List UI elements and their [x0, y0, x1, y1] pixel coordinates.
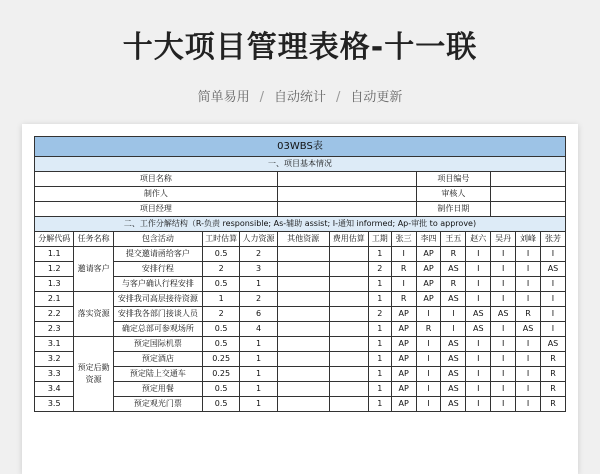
other-resources-cell[interactable] [277, 337, 329, 352]
manager-value[interactable] [277, 202, 416, 217]
duration-cell[interactable]: 2 [368, 262, 391, 277]
people-cell[interactable]: 3 [240, 262, 277, 277]
raci-cell[interactable]: I [466, 352, 491, 367]
column-header: 刘峰 [516, 232, 541, 247]
other-resources-cell[interactable] [277, 292, 329, 307]
table-row [35, 382, 566, 397]
raci-cell[interactable]: I [540, 277, 565, 292]
raci-cell[interactable]: I [516, 397, 541, 412]
other-resources-cell[interactable] [277, 382, 329, 397]
subtitle-item: 自动统计 [273, 90, 326, 105]
table-row [35, 292, 566, 307]
raci-cell[interactable]: I [416, 337, 441, 352]
raci-cell[interactable]: I [540, 322, 565, 337]
raci-cell[interactable]: AS [441, 337, 466, 352]
subtitle-item: 简单易用 [197, 90, 250, 105]
raci-cell[interactable]: AP [391, 397, 416, 412]
duration-cell[interactable]: 1 [368, 397, 391, 412]
raci-cell[interactable]: AS [516, 322, 541, 337]
duration-cell[interactable]: 1 [368, 382, 391, 397]
raci-cell[interactable]: AP [391, 367, 416, 382]
reviewer-value[interactable] [491, 187, 566, 202]
raci-cell[interactable]: I [491, 277, 516, 292]
wbs-code-cell[interactable]: 3.5 [35, 397, 74, 412]
raci-cell[interactable]: I [516, 352, 541, 367]
raci-cell[interactable]: I [516, 247, 541, 262]
raci-cell[interactable]: AP [391, 307, 416, 322]
column-header-row [35, 232, 566, 247]
wbs-code-cell[interactable]: 3.4 [35, 382, 74, 397]
task-name-cell[interactable]: 落实资源 [74, 292, 113, 337]
raci-cell[interactable]: I [516, 337, 541, 352]
raci-cell[interactable]: I [491, 337, 516, 352]
activity-cell[interactable]: 预定陆上交通车 [113, 367, 202, 382]
people-cell[interactable]: 2 [240, 247, 277, 262]
table-row [35, 367, 566, 382]
raci-cell[interactable]: R [416, 322, 441, 337]
hours-cell[interactable]: 0.5 [203, 397, 240, 412]
project-number-value[interactable] [491, 172, 566, 187]
raci-cell[interactable]: AS [441, 382, 466, 397]
hours-cell[interactable]: 1 [203, 292, 240, 307]
raci-cell[interactable]: I [466, 382, 491, 397]
raci-cell[interactable]: I [516, 262, 541, 277]
info-row [35, 202, 566, 217]
column-header: 工时估算 [203, 232, 240, 247]
raci-cell[interactable]: I [466, 337, 491, 352]
raci-cell[interactable]: R [441, 277, 466, 292]
people-cell[interactable]: 1 [240, 352, 277, 367]
subtitle-separator: / [336, 90, 341, 105]
project-name-value[interactable] [277, 172, 416, 187]
wbs-code-cell[interactable]: 2.3 [35, 322, 74, 337]
raci-cell[interactable]: AS [540, 262, 565, 277]
column-header: 赵六 [466, 232, 491, 247]
raci-cell[interactable]: R [516, 307, 541, 322]
raci-cell[interactable]: I [466, 247, 491, 262]
people-cell[interactable]: 6 [240, 307, 277, 322]
task-name-cell[interactable]: 预定后勤资源 [74, 337, 113, 412]
sheet-title-row [35, 137, 566, 157]
cost-cell[interactable] [329, 277, 368, 292]
raci-cell[interactable]: AP [416, 277, 441, 292]
people-cell[interactable]: 2 [240, 292, 277, 307]
hours-cell[interactable]: 2 [203, 307, 240, 322]
cost-cell[interactable] [329, 367, 368, 382]
author-label: 制作人 [35, 187, 278, 202]
raci-cell[interactable]: AP [391, 322, 416, 337]
raci-cell[interactable]: I [491, 382, 516, 397]
reviewer-label: 审核人 [416, 187, 491, 202]
info-row [35, 172, 566, 187]
activity-cell[interactable]: 安排我各部门接谈人员 [113, 307, 202, 322]
cost-cell[interactable] [329, 337, 368, 352]
section-basic-info [35, 157, 566, 172]
duration-cell[interactable]: 1 [368, 367, 391, 382]
author-value[interactable] [277, 187, 416, 202]
section-wbs [35, 217, 566, 232]
table-row [35, 337, 566, 352]
column-header: 人力资源 [240, 232, 277, 247]
raci-cell[interactable]: I [516, 367, 541, 382]
activity-cell[interactable]: 预定用餐 [113, 382, 202, 397]
raci-cell[interactable]: I [540, 292, 565, 307]
duration-cell[interactable]: 1 [368, 337, 391, 352]
column-header: 其他资源 [277, 232, 329, 247]
page-title: 十大项目管理表格-十一联 [122, 30, 478, 65]
raci-cell[interactable]: AP [416, 262, 441, 277]
activity-cell[interactable]: 安排行程 [113, 262, 202, 277]
raci-cell[interactable]: R [540, 382, 565, 397]
duration-cell[interactable]: 1 [368, 322, 391, 337]
activity-cell[interactable]: 确定总部可参观场所 [113, 322, 202, 337]
wbs-code-cell[interactable]: 2.1 [35, 292, 74, 307]
column-header: 包含活动 [113, 232, 202, 247]
raci-cell[interactable]: R [391, 262, 416, 277]
raci-cell[interactable]: AS [491, 307, 516, 322]
duration-cell[interactable]: 1 [368, 277, 391, 292]
raci-cell[interactable]: I [516, 277, 541, 292]
project-name-label: 项目名称 [35, 172, 278, 187]
task-name-cell[interactable]: 邀请客户 [74, 247, 113, 292]
cost-cell[interactable] [329, 322, 368, 337]
column-header: 张芳 [540, 232, 565, 247]
raci-cell[interactable]: I [416, 382, 441, 397]
column-header: 费用估算 [329, 232, 368, 247]
raci-cell[interactable]: I [491, 352, 516, 367]
duration-cell[interactable]: 1 [368, 247, 391, 262]
subtitle-item: 自动更新 [350, 90, 403, 105]
other-resources-cell[interactable] [277, 262, 329, 277]
wbs-code-cell[interactable]: 3.2 [35, 352, 74, 367]
cost-cell[interactable] [329, 382, 368, 397]
raci-cell[interactable]: AS [540, 337, 565, 352]
activity-cell[interactable]: 预定国际机票 [113, 337, 202, 352]
other-resources-cell[interactable] [277, 352, 329, 367]
raci-cell[interactable]: AP [391, 337, 416, 352]
raci-cell[interactable]: I [491, 247, 516, 262]
hours-cell[interactable]: 2 [203, 262, 240, 277]
sheet-title: 03WBS表 [35, 137, 566, 157]
cost-cell[interactable] [329, 262, 368, 277]
people-cell[interactable]: 1 [240, 277, 277, 292]
duration-cell[interactable]: 1 [368, 292, 391, 307]
activity-cell[interactable]: 提交邀请函给客户 [113, 247, 202, 262]
other-resources-cell[interactable] [277, 307, 329, 322]
duration-cell[interactable]: 2 [368, 307, 391, 322]
table-row [35, 307, 566, 322]
table-row [35, 397, 566, 412]
cost-cell[interactable] [329, 352, 368, 367]
spreadsheet-card [22, 124, 578, 474]
raci-cell[interactable]: R [540, 367, 565, 382]
column-header: 吴丹 [491, 232, 516, 247]
raci-cell[interactable]: I [540, 307, 565, 322]
info-row [35, 187, 566, 202]
raci-cell[interactable]: AS [441, 397, 466, 412]
raci-cell[interactable]: I [516, 382, 541, 397]
raci-cell[interactable]: R [441, 247, 466, 262]
wbs-code-cell[interactable]: 1.1 [35, 247, 74, 262]
column-header: 任务名称 [74, 232, 113, 247]
project-number-label: 项目编号 [416, 172, 491, 187]
raci-cell[interactable]: R [540, 397, 565, 412]
wbs-code-cell[interactable]: 1.2 [35, 262, 74, 277]
raci-cell[interactable]: R [540, 352, 565, 367]
people-cell[interactable]: 1 [240, 367, 277, 382]
wbs-table [34, 136, 566, 412]
raci-cell[interactable]: I [491, 292, 516, 307]
table-row [35, 247, 566, 262]
raci-cell[interactable]: I [466, 292, 491, 307]
wbs-code-cell[interactable]: 2.2 [35, 307, 74, 322]
column-header: 工期 [368, 232, 391, 247]
raci-cell[interactable]: I [391, 277, 416, 292]
activity-cell[interactable]: 预定酒店 [113, 352, 202, 367]
table-row [35, 352, 566, 367]
raci-cell[interactable]: I [466, 277, 491, 292]
raci-cell[interactable]: I [441, 307, 466, 322]
raci-cell[interactable]: AS [466, 307, 491, 322]
raci-cell[interactable]: I [416, 367, 441, 382]
table-row [35, 322, 566, 337]
raci-cell[interactable]: I [491, 367, 516, 382]
section-wbs-label: 二、工作分解结构（R-负责 responsible; As-辅助 assist; I-通知 informed; Ap-审批 to approve) [35, 217, 566, 232]
raci-cell[interactable]: I [416, 352, 441, 367]
cost-cell[interactable] [329, 397, 368, 412]
hours-cell[interactable]: 0.5 [203, 382, 240, 397]
raci-cell[interactable]: AP [391, 352, 416, 367]
hours-cell[interactable]: 0.5 [203, 337, 240, 352]
wbs-code-cell[interactable]: 3.1 [35, 337, 74, 352]
date-label: 制作日期 [416, 202, 491, 217]
hours-cell[interactable]: 0.25 [203, 367, 240, 382]
column-header: 张三 [391, 232, 416, 247]
other-resources-cell[interactable] [277, 322, 329, 337]
raci-cell[interactable]: I [391, 247, 416, 262]
date-value[interactable] [491, 202, 566, 217]
raci-cell[interactable]: AS [441, 367, 466, 382]
other-resources-cell[interactable] [277, 247, 329, 262]
hours-cell[interactable]: 0.25 [203, 352, 240, 367]
section-basic-info-label: 一、项目基本情况 [35, 157, 566, 172]
column-header: 王五 [441, 232, 466, 247]
column-header: 分解代码 [35, 232, 74, 247]
people-cell[interactable]: 1 [240, 337, 277, 352]
raci-cell[interactable]: AS [441, 352, 466, 367]
raci-cell[interactable]: I [416, 307, 441, 322]
wbs-code-cell[interactable]: 1.3 [35, 277, 74, 292]
wbs-code-cell[interactable]: 3.3 [35, 367, 74, 382]
other-resources-cell[interactable] [277, 397, 329, 412]
manager-label: 项目经理 [35, 202, 278, 217]
other-resources-cell[interactable] [277, 277, 329, 292]
subtitle-separator: / [259, 90, 264, 105]
activity-cell[interactable]: 安排我司高层接待资源 [113, 292, 202, 307]
raci-cell[interactable]: AP [416, 247, 441, 262]
raci-cell[interactable]: I [491, 322, 516, 337]
cost-cell[interactable] [329, 292, 368, 307]
duration-cell[interactable]: 1 [368, 352, 391, 367]
raci-cell[interactable]: R [391, 292, 416, 307]
column-header: 李四 [416, 232, 441, 247]
raci-cell[interactable]: I [466, 262, 491, 277]
hours-cell[interactable]: 0.5 [203, 277, 240, 292]
raci-cell[interactable]: AP [391, 382, 416, 397]
hours-cell[interactable]: 0.5 [203, 247, 240, 262]
people-cell[interactable]: 4 [240, 322, 277, 337]
raci-cell[interactable]: I [491, 397, 516, 412]
table-row [35, 277, 566, 292]
raci-cell[interactable]: AP [416, 292, 441, 307]
raci-cell[interactable]: I [491, 262, 516, 277]
table-row [35, 262, 566, 277]
raci-cell[interactable]: I [441, 322, 466, 337]
raci-cell[interactable]: I [466, 397, 491, 412]
activity-cell[interactable]: 与客户确认行程安排 [113, 277, 202, 292]
raci-cell[interactable]: I [466, 367, 491, 382]
people-cell[interactable]: 1 [240, 382, 277, 397]
raci-cell[interactable]: I [416, 397, 441, 412]
people-cell[interactable]: 1 [240, 397, 277, 412]
cost-cell[interactable] [329, 307, 368, 322]
raci-cell[interactable]: AS [441, 292, 466, 307]
activity-cell[interactable]: 预定观光门票 [113, 397, 202, 412]
raci-cell[interactable]: I [516, 292, 541, 307]
page-subtitle [0, 86, 600, 105]
cost-cell[interactable] [329, 247, 368, 262]
hours-cell[interactable]: 0.5 [203, 322, 240, 337]
raci-cell[interactable]: I [540, 247, 565, 262]
other-resources-cell[interactable] [277, 367, 329, 382]
raci-cell[interactable]: AS [466, 322, 491, 337]
raci-cell[interactable]: AS [441, 262, 466, 277]
